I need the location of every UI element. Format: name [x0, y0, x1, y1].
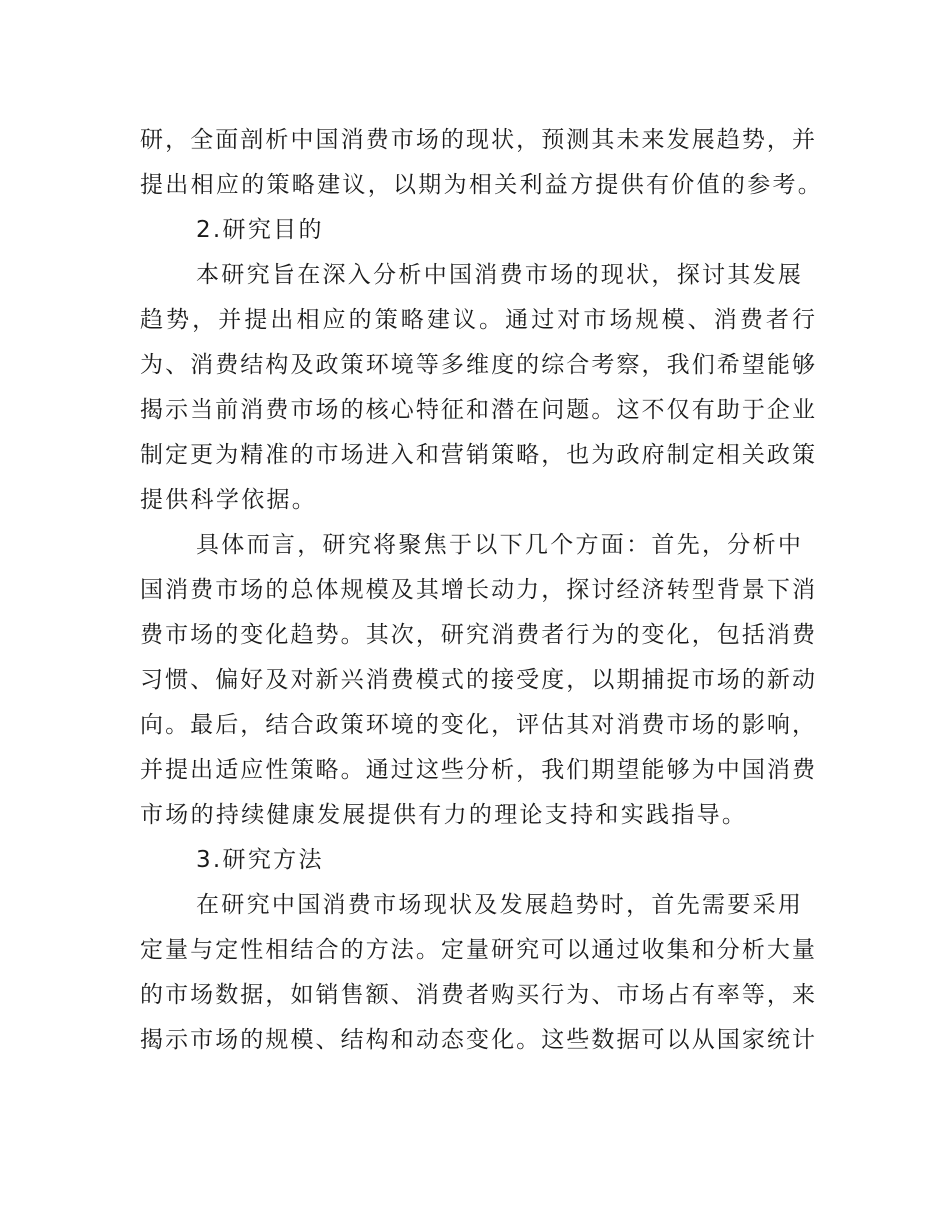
text-line: 为、消费结构及政策环境等多维度的综合考察，我们希望能够 [140, 352, 815, 378]
text-line: 的市场数据，如销售额、消费者购买行为、市场占有率等，来 [140, 982, 815, 1008]
text-line: 定量与定性相结合的方法。定量研究可以通过收集和分析大量 [140, 937, 815, 963]
text-line: 习惯、偏好及对新兴消费模式的接受度，以期捕捉市场的新动 [140, 667, 815, 693]
text-line: 向。最后，结合政策环境的变化，评估其对消费市场的影响， [140, 712, 815, 738]
text-line: 市场的持续健康发展提供有力的理论支持和实践指导。 [140, 802, 748, 828]
text-line: 费市场的变化趋势。其次，研究消费者行为的变化，包括消费 [140, 622, 815, 648]
heading-text: 2.研究目的 [196, 217, 324, 243]
text-line: 制定更为精准的市场进入和营销策略，也为政府制定相关政策 [140, 442, 815, 468]
text-line: 国消费市场的总体规模及其增长动力，探讨经济转型背景下消 [140, 577, 815, 603]
section-heading-research-method [140, 838, 815, 883]
section-heading-research-purpose [140, 208, 815, 253]
text-line: 研，全面剖析中国消费市场的现状，预测其未来发展趋势，并 [140, 127, 815, 153]
text-line: 在研究中国消费市场现状及发展趋势时，首先需要采用 [196, 892, 804, 918]
heading-text: 3.研究方法 [196, 847, 324, 873]
text-line: 提出相应的策略建议，以期为相关利益方提供有价值的参考。 [140, 172, 824, 198]
text-line: 具体而言，研究将聚焦于以下几个方面：首先，分析中 [196, 532, 804, 558]
paragraph-intro-continuation [140, 118, 824, 208]
text-line: 提供科学依据。 [140, 487, 318, 513]
text-line: 本研究旨在深入分析中国消费市场的现状，探讨其发展 [196, 262, 804, 288]
paragraph-research-method [140, 883, 815, 1063]
paragraph-research-purpose [140, 253, 815, 523]
document-page [140, 118, 824, 1063]
text-line: 并提出适应性策略。通过这些分析，我们期望能够为中国消费 [140, 757, 815, 783]
text-line: 揭示当前消费市场的核心特征和潜在问题。这不仅有助于企业 [140, 397, 815, 423]
text-line: 揭示市场的规模、结构和动态变化。这些数据可以从国家统计 [140, 1027, 815, 1053]
text-line: 趋势，并提出相应的策略建议。通过对市场规模、消费者行 [140, 307, 815, 333]
paragraph-research-focus [140, 523, 815, 838]
